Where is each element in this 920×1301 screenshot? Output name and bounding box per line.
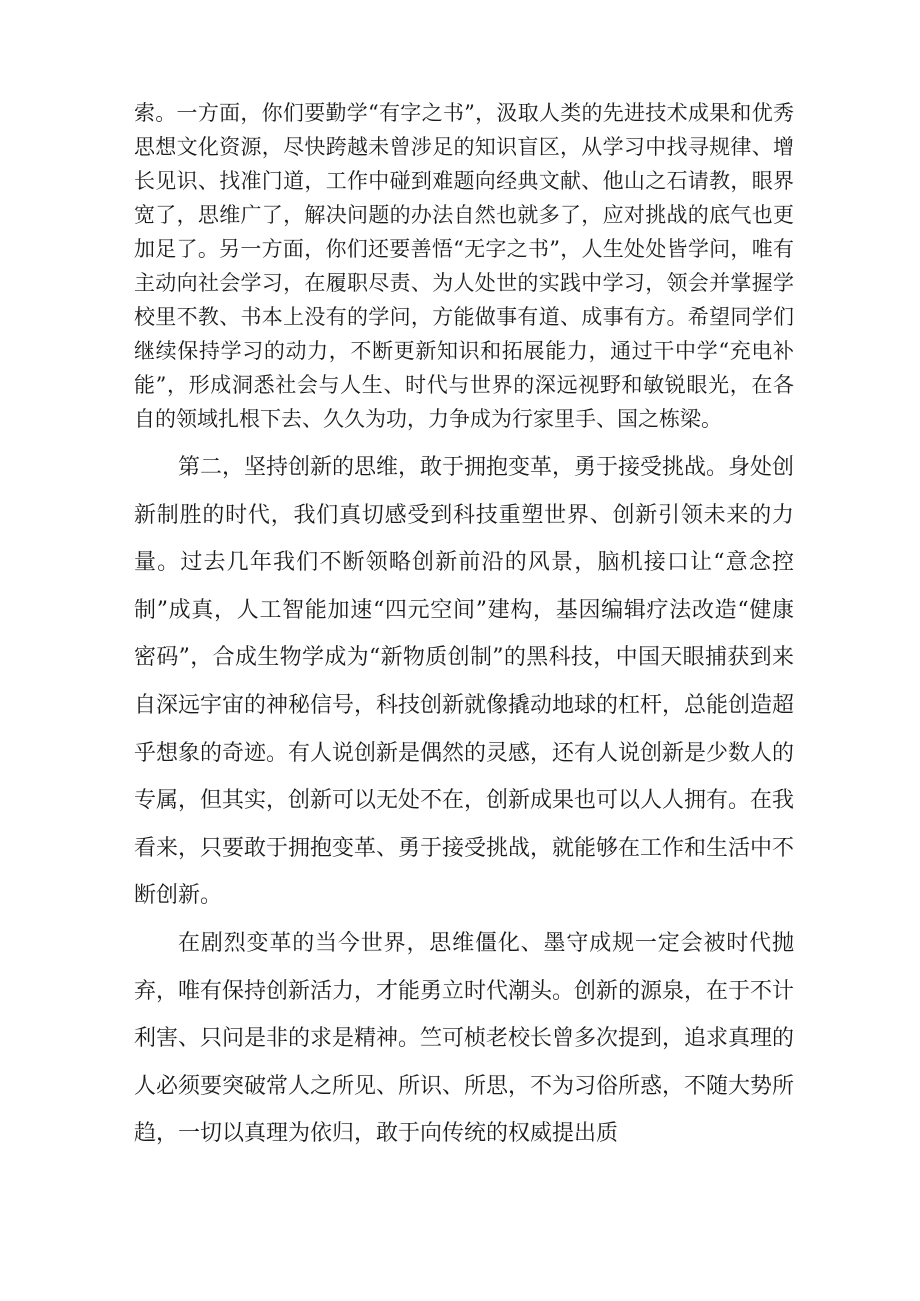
paragraph-learning: 索。一方面，你们要勤学“有字之书”，汲取人类的先进技术成果和优秀思想文化资源，尽快跨越未曾涉足的知识盲区，从学习中找寻规律、增长见识、找准门道，工作中碰到难题向经典文献、他山之石请教，眼界宽了，思维广了，解决问题的办法自然也就多了，应对挑战的底气也更加足了。另一方面，你们还要善悟“无字之书”，人生处处皆学问，唯有主动向社会学习，在履职尽责、为人处世的实践中学习，领会并掌握学校里不教、书本上没有的学问，方能做事有道、成事有方。希望同学们继续保持学习的动力，不断更新知识和拓展能力，通过干中学“充电补能”，形成洞悉社会与人生、时代与世界的深远视野和敏锐眼光，在各自的领域扎根下去、久久为功，力争成为行家里手、国之栋梁。: [134, 101, 794, 431]
paragraph-innovation: 第二，坚持创新的思维，敢于拥抱变革，勇于接受挑战。身处创新制胜的时代，我们真切感受到科技重塑世界、创新引领未来的力量。过去几年我们不断领略创新前沿的风景，脑机接口让“意念控制”成真，人工智能加速“四元空间”建构，基因编辑疗法改造“健康密码”，合成生物学成为“新物质创制”的黑科技，中国天眼捕获到来自深远宇宙的神秘信号，科技创新就像撬动地球的杠杆，总能创造超乎想象的奇迹。有人说创新是偶然的灵感，还有人说创新是少数人的专属，但其实，创新可以无处不在，创新成果也可以人人拥有。在我看来，只要敢于拥抱变革、勇于接受挑战，就能够在工作和生活中不断创新。: [134, 455, 795, 909]
paragraph-truth-seeking: 在剧烈变革的当今世界，思维僵化、墨守成规一定会被时代抛弃，唯有保持创新活力，才能勇立时代潮头。创新的源泉，在于不计利害、只问是非的求是精神。竺可桢老校长曾多次提到，追求真理的人必须要突破常人之所见、所识、所思，不为习俗所惑，不随大势所趋，一切以真理为依归，敢于向传统的权威提出质: [134, 931, 795, 1147]
